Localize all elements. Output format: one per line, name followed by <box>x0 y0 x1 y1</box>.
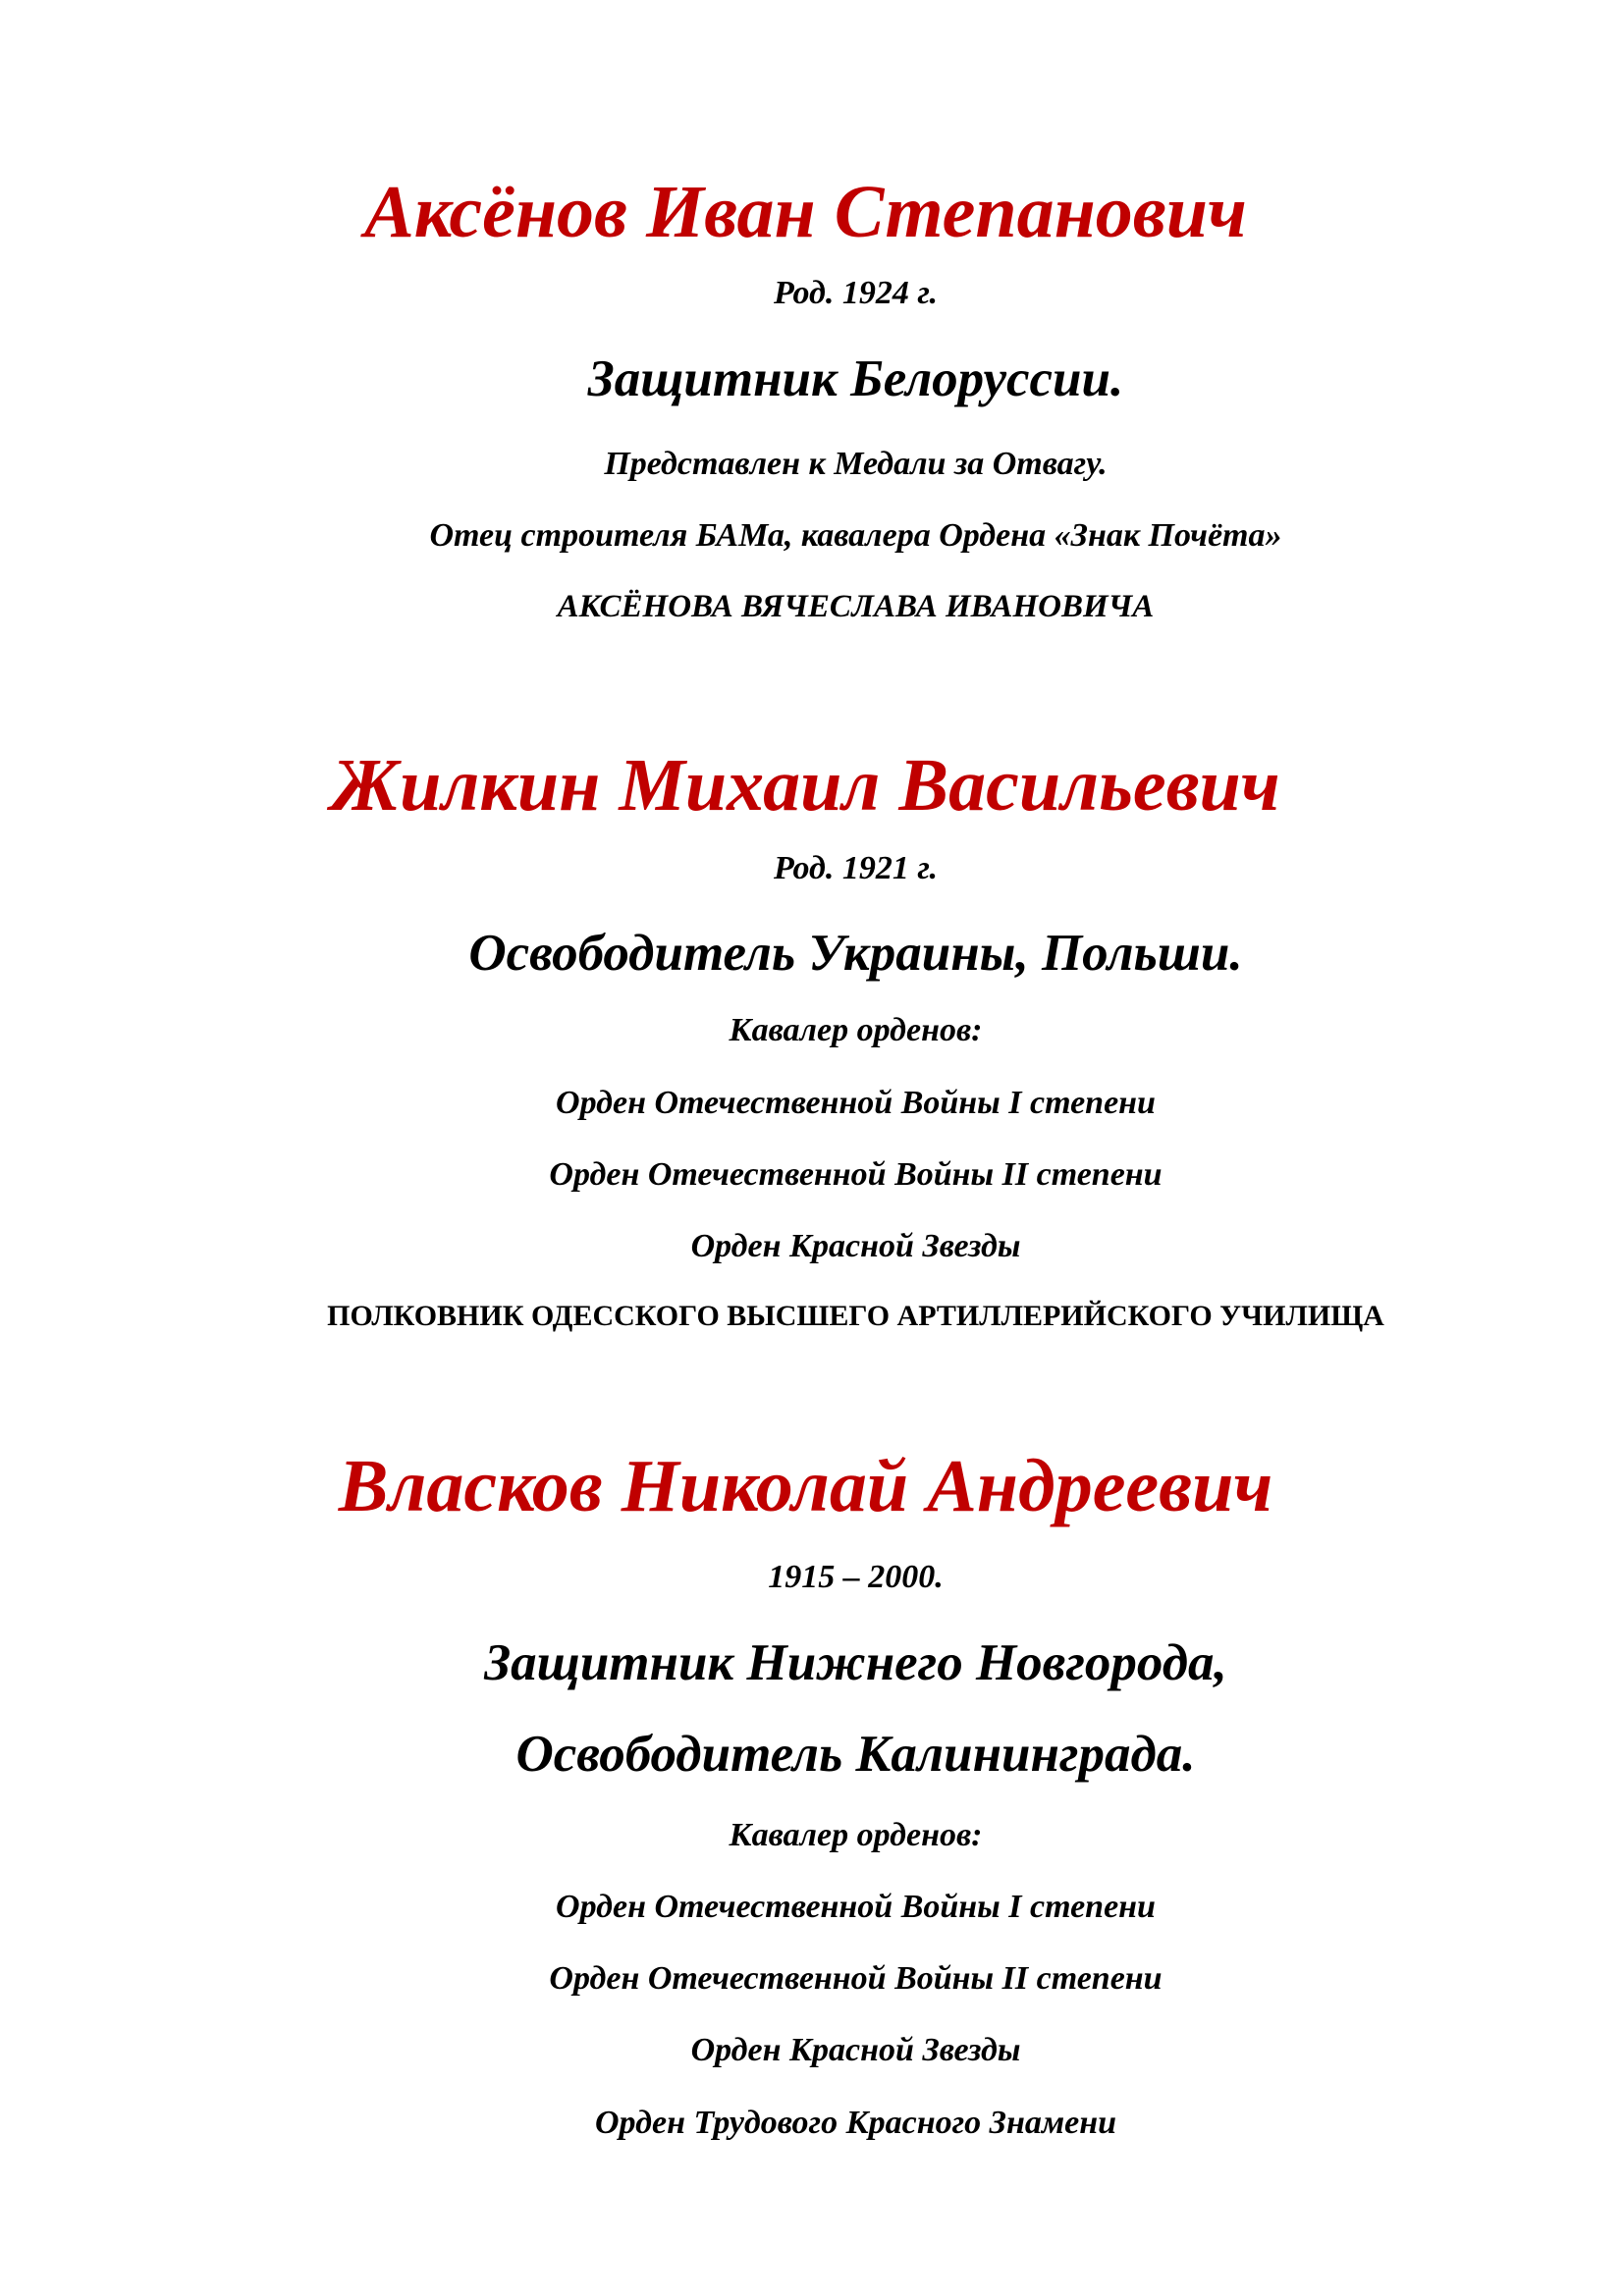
entry-3-detail-3-text: Орден Отечественной Войны II степени <box>549 1960 1163 1997</box>
entry-1-title-1 <box>0 350 1623 407</box>
entry-1-name-text: Аксёнов Иван Степанович <box>364 171 1247 253</box>
entry-1-detail-3-text: АКСЁНОВА ВЯЧЕСЛАВА ИВАНОВИЧА <box>557 589 1155 624</box>
entry-1-detail-2 <box>0 519 1623 553</box>
entry-3-dates-text: 1915 – 2000. <box>768 1559 944 1595</box>
entry-1-detail-3 <box>0 591 1623 623</box>
entry-2-detail-3-text: Орден Отечественной Войны II степени <box>549 1156 1163 1193</box>
entry-3-title-2 <box>0 1726 1623 1783</box>
entry-1-detail-1-text: Представлен к Медали за Отвагу. <box>604 446 1108 482</box>
entry-3-detail-2 <box>0 1891 1623 1924</box>
entry-1-detail-1 <box>0 448 1623 481</box>
entry-1-title-1-text: Защитник Белоруссии. <box>587 350 1124 407</box>
entry-3-detail-3 <box>0 1962 1623 1996</box>
entry-2-title-1 <box>0 925 1623 982</box>
entry-1-dates <box>0 277 1623 310</box>
entry-3-detail-4 <box>0 2034 1623 2067</box>
entry-2-detail-3 <box>0 1158 1623 1192</box>
entry-1-detail-2-text: Отец строителя БАМа, кавалера Ордена «Знак Почёта» <box>429 517 1282 554</box>
entry-2-detail-5 <box>0 1302 1623 1331</box>
entry-3-title-2-text: Освободитель Калининграда. <box>515 1726 1196 1783</box>
entry-3-name-text: Власков Николай Андреевич <box>338 1445 1273 1527</box>
entry-3-detail-5 <box>0 2107 1623 2140</box>
entry-2-detail-1-text: Кавалер орденов: <box>729 1012 983 1048</box>
entry-3-title-1-text: Защитник Нижнего Новгорода, <box>484 1634 1227 1691</box>
entry-3-title-1 <box>0 1634 1623 1691</box>
entry-2-detail-1 <box>0 1014 1623 1047</box>
entry-3-dates <box>0 1561 1623 1594</box>
entry-1-dates-text: Род. 1924 г. <box>773 275 939 311</box>
entry-2-detail-4 <box>0 1230 1623 1263</box>
entry-3-detail-1-text: Кавалер орденов: <box>729 1817 983 1853</box>
entry-3-detail-1 <box>0 1819 1623 1852</box>
entry-3-name <box>0 1445 1623 1527</box>
entry-3-detail-2-text: Орден Отечественной Войны I степени <box>556 1889 1156 1925</box>
entry-3-detail-4-text: Орден Красной Звезды <box>690 2032 1021 2068</box>
entry-3-detail-5-text: Орден Трудового Красного Знамени <box>595 2105 1116 2141</box>
entry-1-name <box>0 171 1623 253</box>
entry-2-detail-5-text: ПОЛКОВНИК ОДЕССКОГО ВЫСШЕГО АРТИЛЛЕРИЙСКОГО УЧИЛИЩА <box>327 1300 1384 1332</box>
entry-2-dates-text: Род. 1921 г. <box>773 850 939 886</box>
entry-2-detail-2 <box>0 1087 1623 1120</box>
entry-2-name <box>0 744 1623 827</box>
entry-2-title-1-text: Освободитель Украины, Польши. <box>468 925 1243 982</box>
entry-2-detail-2-text: Орден Отечественной Войны I степени <box>556 1085 1156 1121</box>
entry-2-dates <box>0 852 1623 885</box>
entry-2-detail-4-text: Орден Красной Звезды <box>690 1228 1021 1264</box>
entry-2-name-text: Жилкин Михаил Васильевич <box>331 744 1280 827</box>
